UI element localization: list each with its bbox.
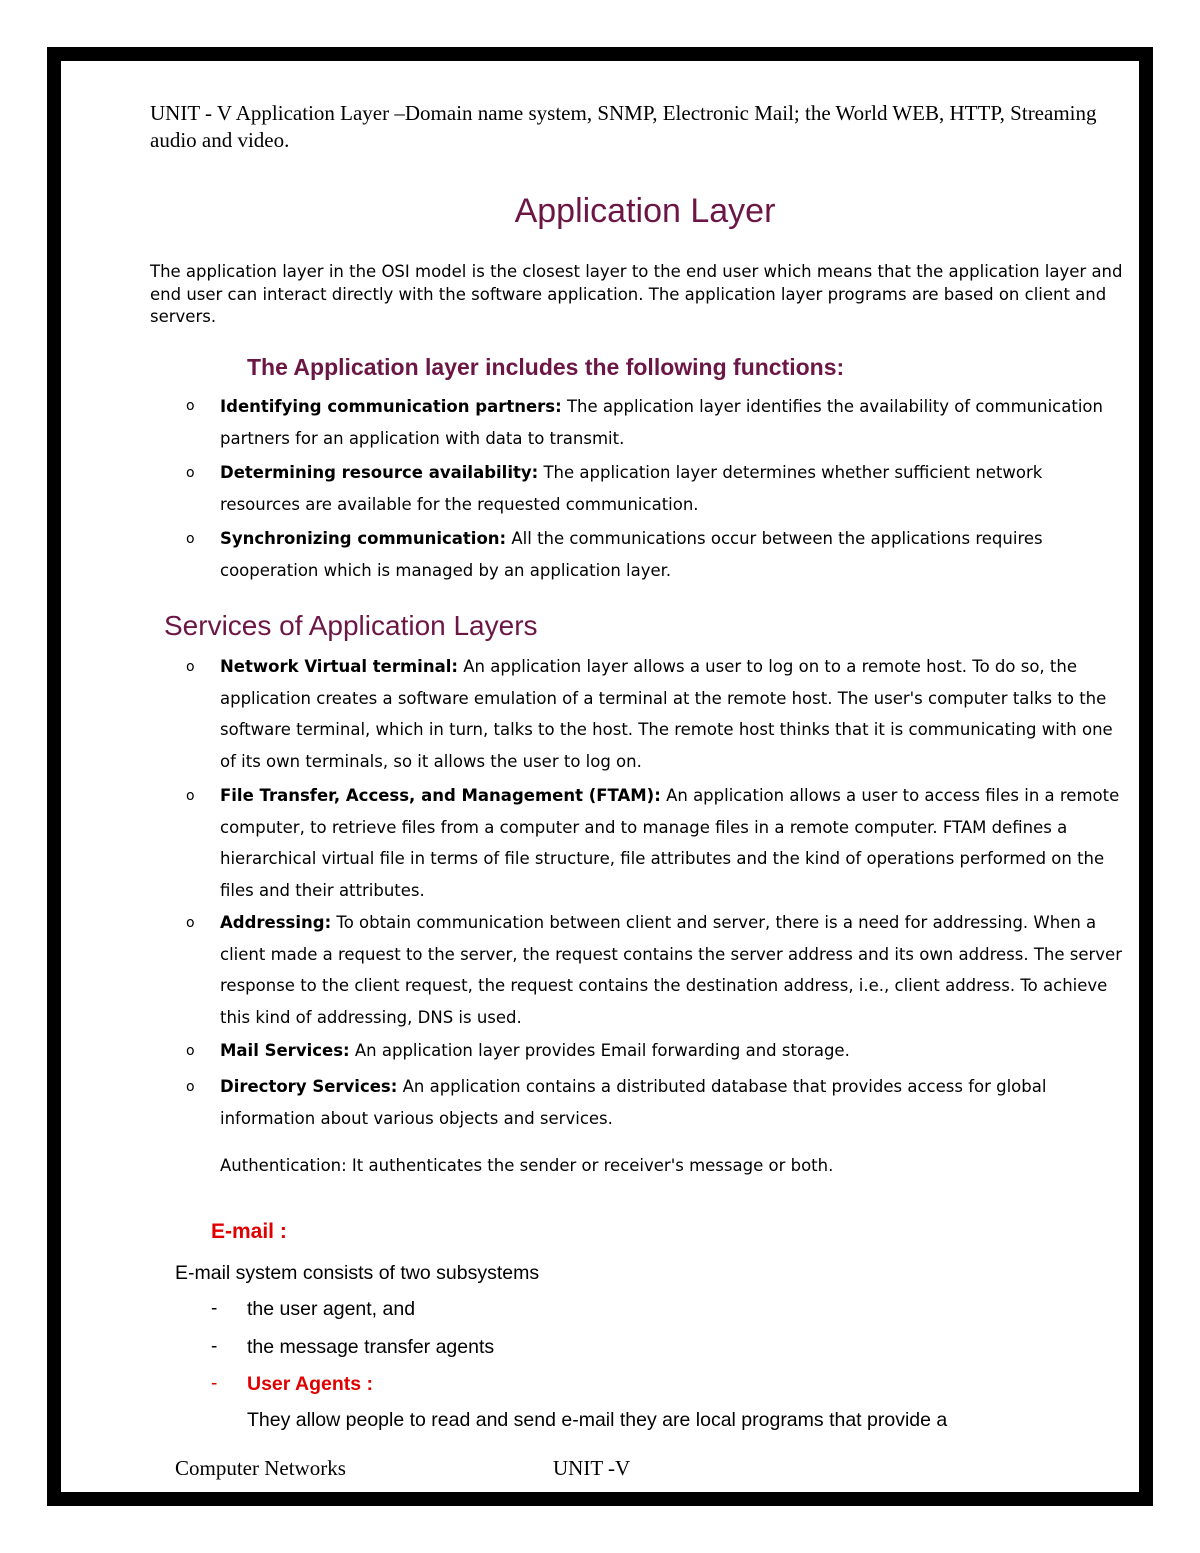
bullet-icon: o: [186, 1043, 195, 1059]
item-text: An application layer provides Email forwarding and storage.: [349, 1041, 850, 1060]
item-text: To obtain communication between client and server, there is a need for addressing. When a client made a request to the server, the request contains the server address and its own address. The server response to the client request, the request contains the destination address, i.e., client address. To achieve this kind of addressing, DNS is used.: [220, 913, 1122, 1027]
email-heading: E-mail :: [211, 1220, 287, 1243]
bullet-icon: o: [186, 788, 195, 804]
unit-header-line: UNIT - V Application Layer –Domain name system, SNMP, Electronic Mail; the World WEB, HTTP, Streaming audio and video.: [150, 101, 1097, 152]
bullet-icon: o: [186, 915, 195, 931]
bullet-icon: o: [186, 531, 195, 547]
email-subsystem: the message transfer agents: [247, 1336, 495, 1358]
intro-paragraph: The application layer in the OSI model is the closest layer to the end user which means that the application layer and end user can interact directly with the software application. The application layer programs are based on client and servers.: [150, 262, 1123, 326]
list-item: [220, 1071, 1125, 1134]
list-item: [220, 1035, 1125, 1067]
item-term: Identifying communication partners:: [220, 397, 562, 416]
item-term: Synchronizing communication:: [220, 529, 507, 548]
bullet-icon: o: [186, 1079, 195, 1095]
item-text: An application allows a user to access files in a remote computer, to retrieve files from a computer and to manage files in a remote computer. FTAM defines a hierarchical virtual file in terms of file structure, file attributes and the kind of operations performed on the files and their attributes.: [220, 786, 1120, 900]
item-term: Mail Services:: [220, 1041, 350, 1060]
footer-course: Computer Networks: [175, 1456, 346, 1480]
item-term: Network Virtual terminal:: [220, 657, 458, 676]
dash-icon: -: [211, 1298, 218, 1319]
bullet-icon: o: [186, 398, 195, 414]
item-text: An application layer allows a user to log on to a remote host. To do so, the application creates a software emulation of a terminal at the remote host. The user's computer talks to the software terminal, which in turn, talks to the host. The remote host thinks that it is communicating with one of its own terminals, so it allows the user to log on.: [220, 657, 1113, 771]
item-text: The application layer identifies the availability of communication partners for an application with data to transmit.: [220, 397, 1103, 448]
list-item: [220, 651, 1125, 777]
list-item: [220, 780, 1125, 906]
item-text: All the communications occur between the applications requires cooperation which is managed by an application layer.: [220, 529, 1043, 580]
authentication-line: Authentication: It authenticates the sender or receiver's message or both.: [220, 1156, 834, 1175]
list-item: [220, 523, 1125, 586]
item-term: Determining resource availability:: [220, 463, 539, 482]
footer-unit: UNIT -V: [553, 1456, 631, 1480]
email-intro: E-mail system consists of two subsystems: [175, 1262, 540, 1284]
list-item: [220, 907, 1125, 1033]
bullet-icon: o: [186, 465, 195, 481]
item-term: Directory Services:: [220, 1077, 398, 1096]
page-title: Application Layer: [514, 192, 776, 230]
dash-icon: -: [211, 1373, 218, 1394]
item-term: File Transfer, Access, and Management (FTAM):: [220, 786, 661, 805]
functions-heading: The Application layer includes the following functions:: [247, 354, 845, 380]
user-agents-heading: User Agents :: [247, 1373, 374, 1395]
bullet-icon: o: [186, 659, 195, 675]
item-text: An application contains a distributed database that provides access for global information about various objects and services.: [220, 1077, 1047, 1128]
dash-icon: -: [211, 1336, 218, 1357]
item-term: Addressing:: [220, 913, 332, 932]
item-text: The application layer determines whether sufficient network resources are available for the requested communication.: [220, 463, 1043, 514]
services-heading: Services of Application Layers: [164, 610, 538, 641]
list-item: [220, 457, 1125, 520]
user-agents-text: They allow people to read and send e-mail they are local programs that provide a: [247, 1409, 948, 1431]
email-subsystem: the user agent, and: [247, 1298, 416, 1320]
list-item: [220, 391, 1125, 454]
